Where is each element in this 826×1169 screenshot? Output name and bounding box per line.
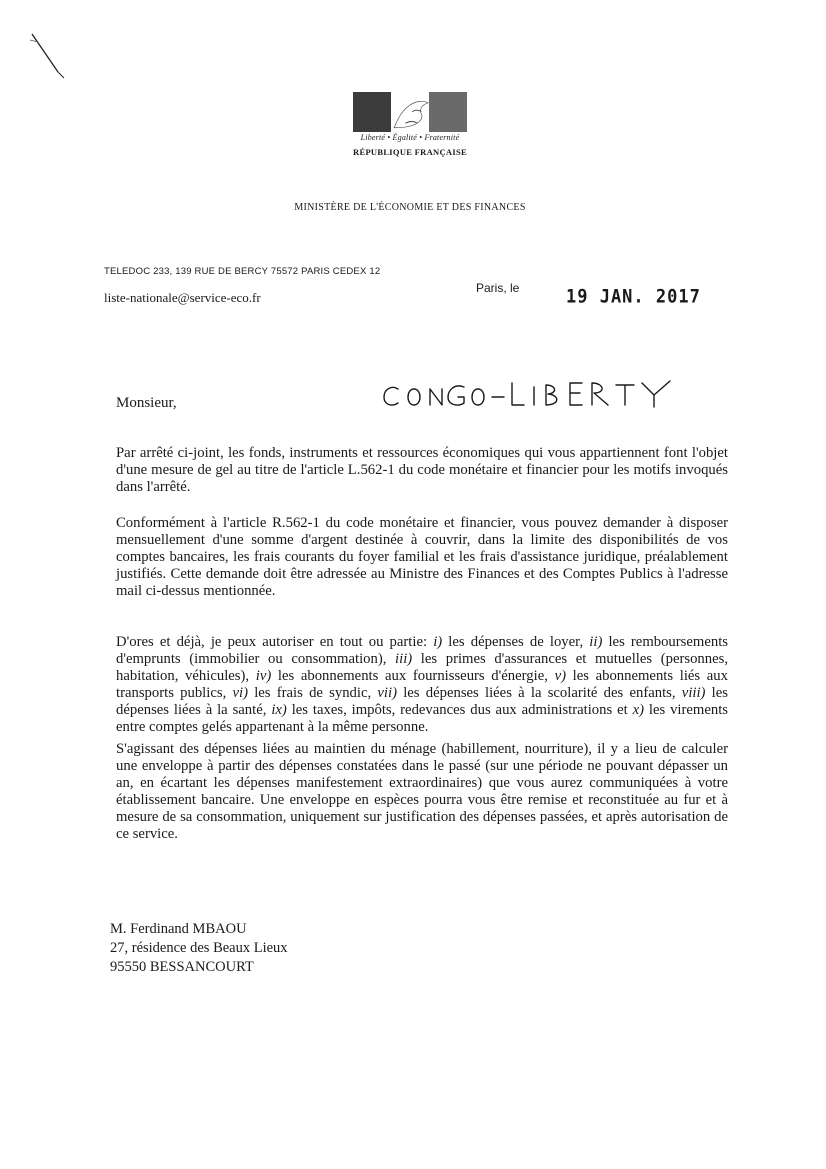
- list-item-text: les primes d'assurances et mutuelles (personnes, habitation, véhicules),: [116, 651, 729, 684]
- paragraph-1: Par arrêté ci-joint, les fonds, instruments et ressources économiques qui vous appartiennent font l'objet d'une mesure de gel au titre de l'article L.562-1 du code monétaire et financier pour les motifs invoqués dans l'arrêté.: [116, 445, 728, 495]
- list-item-number: ii): [589, 634, 603, 650]
- list-item-text: les dépenses liées à la santé,: [116, 685, 728, 718]
- list-item-number: iv): [255, 668, 272, 684]
- list-item-number: x): [632, 702, 644, 718]
- list-item-number: v): [554, 668, 566, 684]
- list-item-text: les dépenses liées à la scolarité des enfants,: [396, 685, 682, 701]
- list-item-number: viii): [681, 685, 706, 701]
- list-item-text: les abonnements liés aux transports publics,: [116, 668, 728, 701]
- recipient-street: 27, résidence des Beaux Lieux: [110, 940, 288, 956]
- list-item-text: les abonnements aux fournisseurs d'énergie,: [271, 668, 555, 684]
- list-item-text: les frais de syndic,: [247, 685, 378, 701]
- recipient-name: M. Ferdinand MBAOU: [110, 921, 247, 937]
- date-stamp: 19 JAN. 2017: [566, 286, 701, 308]
- list-item-text: les dépenses de loyer,: [442, 634, 590, 650]
- logo-motto: Liberté • Égalité • Fraternité: [360, 133, 460, 142]
- salutation: Monsieur,: [116, 395, 177, 411]
- list-item-text: les virements entre comptes gelés appartenant à la même personne.: [116, 702, 728, 735]
- paragraph-4: S'agissant des dépenses liées au maintien du ménage (habillement, nourriture), il y a lieu de calculer une enveloppe à partir des dépenses constatées dans le passé (sur une période ne pouvant dépasser un an, en écartant les dépenses manifestement extraordinaires) que vous aurez communiquées à votre établissement bancaire. Une enveloppe en espèces pourra vous être remise et reconstituée au fur et à mesure de sa consommation, uniquement sur justification des dépenses passées, et après autorisation de ce service.: [116, 741, 728, 842]
- ministry-name: MINISTÈRE DE L'ÉCONOMIE ET DES FINANCES: [294, 202, 526, 213]
- list-item-number: iii): [395, 651, 413, 667]
- list-item-number: ix): [271, 702, 287, 718]
- handwritten-annotation: [378, 375, 692, 415]
- pen-mark-icon: [28, 30, 68, 82]
- sender-address: TELEDOC 233, 139 RUE DE BERCY 75572 PARIS CEDEX 12: [104, 266, 381, 277]
- list-item-number: i): [433, 634, 443, 650]
- list-item-text: les remboursements d'emprunts (immobilier ou consommation),: [116, 634, 728, 667]
- paragraph-3: [116, 634, 728, 736]
- recipient-city: 95550 BESSANCOURT: [110, 959, 254, 975]
- list-item-number: vi): [232, 685, 248, 701]
- list-item-number: vii): [377, 685, 397, 701]
- marianne-profile-icon: [383, 96, 437, 130]
- paragraph-2: Conformément à l'article R.562-1 du code monétaire et financier, vous pouvez demander à disposer mensuellement d'une somme d'argent destinée à couvrir, dans la limite des disponibilités de vos comptes bancaires, les frais courants du foyer familial et les frais d'assistance juridique, préalablement justifiés. Cette demande doit être adressée au Ministre des Finances et des Comptes Publics à l'adresse mail ci-dessus mentionnée.: [116, 515, 728, 599]
- list-item-text: les taxes, impôts, redevances dus aux administrations et: [286, 702, 633, 718]
- sender-email: liste-nationale@service-eco.fr: [104, 290, 261, 305]
- republique-francaise-logo: [353, 92, 467, 164]
- paragraph-3-intro: D'ores et déjà, je peux autoriser en tout ou partie:: [116, 634, 434, 650]
- dateline-place: Paris, le: [476, 281, 520, 295]
- logo-country: RÉPUBLIQUE FRANÇAISE: [353, 147, 467, 157]
